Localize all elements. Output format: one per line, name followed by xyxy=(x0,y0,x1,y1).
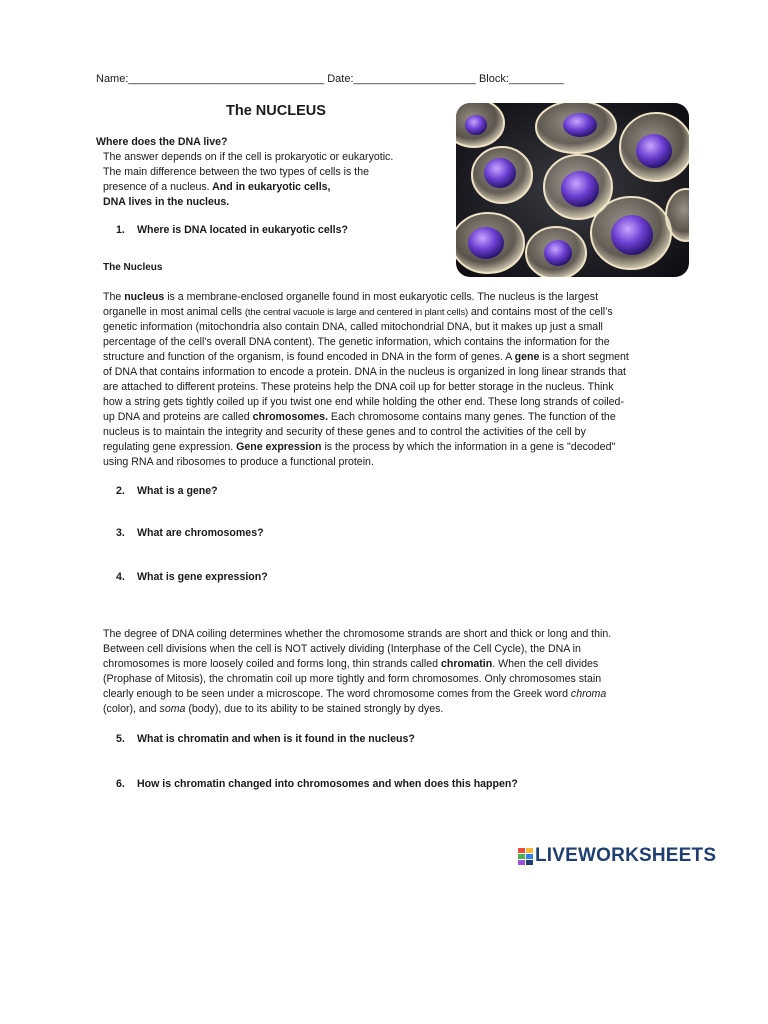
coiling-paragraph-line: chromosomes is more loosely coiled and forms long, thin strands called chromatin. When the cell divides xyxy=(103,658,599,670)
intro-line: presence of a nucleus. And in eukaryotic cells, xyxy=(103,181,331,193)
logo-text: LIVEWORKSHEETS xyxy=(535,845,717,866)
student-info-header xyxy=(96,73,564,85)
question-1: 1. Where is DNA located in eukaryotic cells? xyxy=(116,224,348,236)
question-6: 6. How is chromatin changed into chromosomes and when does this happen? xyxy=(116,778,518,790)
nucleus-paragraph-line: structure and function of the organism, is found encoded in DNA in the form of genes. A gene is a short segment xyxy=(103,351,629,363)
page-title: The NUCLEUS xyxy=(226,103,326,119)
coiling-paragraph-line: clearly enough to be seen under a microscope. The word chromosome comes from the Greek word chroma xyxy=(103,688,607,700)
nucleus-paragraph-line: of DNA that contains information to encode a protein. DNA in the nucleus is organized in long linear strands that xyxy=(103,366,626,378)
question-5: 5. What is chromatin and when is it found in the nucleus? xyxy=(116,733,415,745)
coiling-paragraph-line: The degree of DNA coiling determines whether the chromosome strands are short and thick or long and thin. xyxy=(103,628,612,640)
name-label: Name: xyxy=(96,73,129,85)
nucleus-paragraph-line: percentage of the cell’s overall DNA content). The genetic information, which contains the information for the xyxy=(103,336,610,348)
cell-microscopy-image xyxy=(456,103,689,277)
cell-illustration xyxy=(456,103,689,277)
liveworksheets-logo[interactable] xyxy=(518,845,716,867)
block-label: Block: xyxy=(478,73,509,85)
name-blank[interactable]: ________________________________ xyxy=(128,73,325,85)
nucleus-paragraph-line: The nucleus is a membrane-enclosed organelle found in most eukaryotic cells. The nucleus is the largest xyxy=(103,291,599,303)
date-blank[interactable]: ____________________ xyxy=(353,73,476,85)
nucleus-paragraph-line: using RNA and ribosomes to produce a functional protein. xyxy=(103,456,374,468)
nucleus-paragraph-line: how a string gets tightly coiled up if you twist one end while holding the other end. These long strands of coiled- xyxy=(103,396,624,408)
coiling-paragraph-line: (Prophase of Mitosis), the chromatin coil up more tightly and form chromosomes. Only chromosomes stain xyxy=(103,673,602,685)
question-4: 4. What is gene expression? xyxy=(116,571,268,583)
section-heading-nucleus: The Nucleus xyxy=(103,262,163,273)
intro-line: The answer depends on if the cell is prokaryotic or eukaryotic. xyxy=(103,151,394,163)
nucleus-paragraph-line: genetic information (mitochondria also contain DNA, called mitochondrial DNA, but it makes up just a small xyxy=(103,321,603,333)
liveworksheets-mark-icon xyxy=(518,848,533,865)
question-3: 3. What are chromosomes? xyxy=(116,527,264,539)
block-blank[interactable]: _________ xyxy=(508,73,564,85)
coiling-paragraph-line: (color), and soma (body), due to its ability to be stained strongly by dyes. xyxy=(103,703,444,715)
coiling-paragraph-line: Between cell divisions when the cell is NOT actively dividing (Interphase of the Cell Cycle), the DNA in xyxy=(103,643,581,655)
intro-line: The main difference between the two types of cells is the xyxy=(103,166,369,178)
intro-line: DNA lives in the nucleus. xyxy=(103,196,230,208)
nucleus-paragraph-line: are attached to different proteins. These proteins help the DNA coil up for better storage in the nucleus. Think xyxy=(103,381,614,393)
date-label: Date: xyxy=(327,73,354,85)
intro-heading: Where does the DNA live? xyxy=(96,136,228,148)
nucleus-paragraph-line: up DNA and proteins are called chromosomes. Each chromosome contains many genes. The function of the xyxy=(103,411,616,423)
nucleus-paragraph-line: nucleus is to maintain the integrity and security of these genes and to control the activities of the cell by xyxy=(103,426,586,438)
nucleus-paragraph-line: organelle in most animal cells (the central vacuole is large and centered in plant cells) and contains most of the cell’s xyxy=(103,306,613,318)
question-2: 2. What is a gene? xyxy=(116,485,218,497)
nucleus-paragraph-line: regulating gene expression. Gene expression is the process by which the information in a gene is "decoded" xyxy=(103,441,616,453)
